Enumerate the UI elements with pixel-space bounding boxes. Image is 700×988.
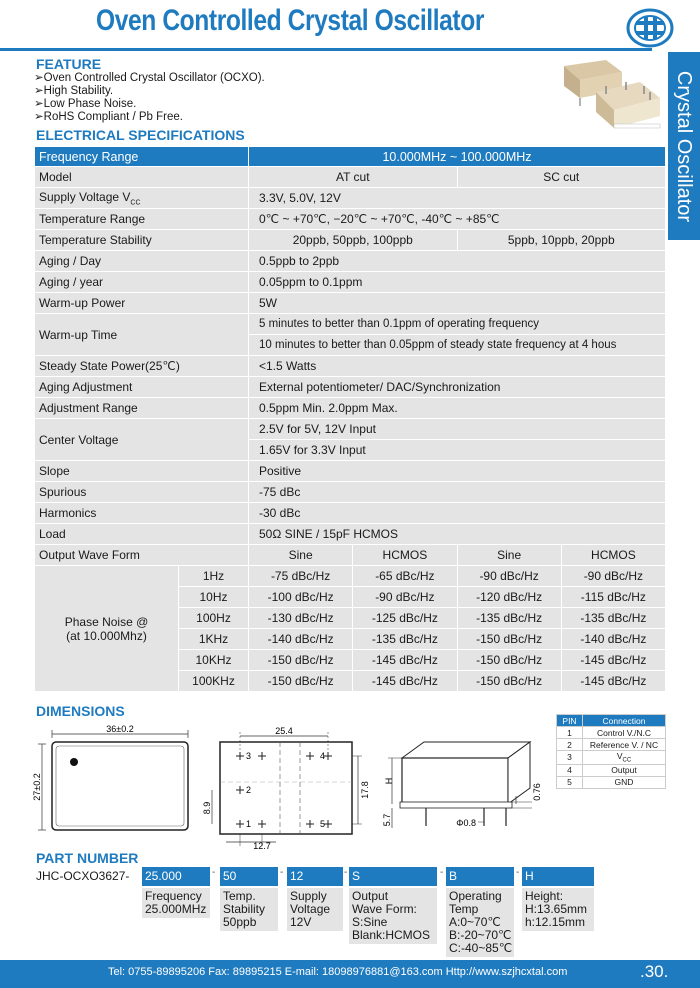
phase-noise-label-2: (at 10.000Mhz): [66, 628, 147, 643]
pin-label: 3: [246, 751, 252, 761]
table-row: [557, 764, 666, 776]
table-row: [35, 230, 666, 251]
part-number-title: PART NUMBER: [36, 850, 139, 866]
table-row: [35, 356, 666, 377]
pn-dash: -: [440, 867, 444, 878]
phase-value: -150 dBc/Hz: [457, 650, 561, 671]
pin-connection: GND: [583, 776, 666, 788]
pin-height-label: 17.8: [360, 781, 370, 799]
feature-item: ➢Low Phase Noise.: [34, 98, 137, 110]
spec-value: 5ppb, 10ppb, 20ppb: [457, 230, 666, 251]
spec-label: Aging / year: [35, 272, 249, 293]
page-title: Oven Controlled Crystal Oscillator: [96, 4, 484, 37]
phase-value: -135 dBc/Hz: [353, 629, 457, 650]
pn-height-desc: Height: H:13.65mm h:12.15mm: [522, 888, 594, 931]
phase-value: -135 dBc/Hz: [561, 608, 665, 629]
pn-dash: -: [280, 867, 284, 878]
side-h-label: H: [384, 777, 394, 785]
pin-layout-drawing: [196, 722, 376, 850]
footer-contact: Tel: 0755-89895206 Fax: 89895215 E-mail: 18098976881@163.com Http://www.szjhcxtal.com: [108, 966, 568, 978]
pn-stability-box: 50: [220, 867, 278, 886]
pin1-marker-icon: [70, 758, 78, 766]
conn-head: Connection: [583, 715, 666, 727]
phase-offset: 1KHz: [179, 629, 249, 650]
side-pin-label: 5.7: [382, 813, 392, 827]
spec-value: 0.05ppm to 0.1ppm: [249, 272, 666, 293]
phase-value: -150 dBc/Hz: [249, 671, 353, 692]
phase-value: -90 dBc/Hz: [561, 566, 665, 587]
pin-head: PIN: [557, 715, 583, 727]
pn-voltage-box: 12: [287, 867, 343, 886]
side-tab-label: Crystal Oscillator: [673, 70, 696, 222]
pin-table: [556, 714, 666, 789]
phase-value: -150 dBc/Hz: [457, 671, 561, 692]
side-view-drawing: [380, 736, 552, 840]
spec-label: Output Wave Form: [35, 545, 249, 566]
pin-label: 2: [246, 785, 252, 795]
table-row: [35, 272, 666, 293]
phase-value: -145 dBc/Hz: [561, 671, 665, 692]
spec-label: Aging / Day: [35, 251, 249, 272]
phase-offset: 10KHz: [179, 650, 249, 671]
pin-connection: $V_{CC}$: [583, 751, 666, 765]
table-row: [35, 167, 666, 188]
spec-value: 0.5ppb to 2ppb: [249, 251, 666, 272]
spec-value: -30 dBc: [249, 503, 666, 524]
spec-label: Temperature Stability: [35, 230, 249, 251]
wave-col: Sine: [457, 545, 561, 566]
table-row: [35, 147, 666, 167]
phase-value: -150 dBc/Hz: [457, 629, 561, 650]
table-row: [557, 739, 666, 751]
phase-value: -120 dBc/Hz: [457, 587, 561, 608]
table-row: [557, 727, 666, 739]
pn-stability-desc: Temp. Stability 50ppb: [220, 888, 278, 931]
feature-title: FEATURE: [36, 56, 102, 72]
dimensions-title: DIMENSIONS: [36, 703, 125, 719]
table-row: [557, 751, 666, 765]
phase-noise-label: [35, 566, 179, 692]
spec-value: 5 minutes to better than 0.1ppm of operating frequency: [249, 314, 666, 335]
phase-value: -130 dBc/Hz: [249, 608, 353, 629]
pn-frequency-desc: Frequency 25.000MHz: [142, 888, 210, 918]
top-width-label: 36±0.2: [106, 724, 134, 734]
phase-value: -135 dBc/Hz: [457, 608, 561, 629]
spec-value: 3.3V, 5.0V, 12V: [249, 188, 666, 209]
table-row: [35, 209, 666, 230]
spec-label: Slope: [35, 461, 249, 482]
spec-label: Center Voltage: [35, 419, 249, 461]
pn-voltage-desc: Supply Voltage 12V: [287, 888, 343, 931]
spec-label: Temperature Range: [35, 209, 249, 230]
phase-offset: 10Hz: [179, 587, 249, 608]
pn-height-box: H: [522, 867, 594, 886]
spec-label: Model: [35, 167, 249, 188]
wave-col: HCMOS: [353, 545, 457, 566]
wave-col: HCMOS: [561, 545, 665, 566]
pn-dash: -: [516, 867, 520, 878]
spec-label: Warm-up Power: [35, 293, 249, 314]
pin-label: 1: [246, 819, 252, 829]
table-row: [557, 776, 666, 788]
phase-value: -145 dBc/Hz: [353, 650, 457, 671]
table-row: [35, 293, 666, 314]
spec-label: Aging Adjustment: [35, 377, 249, 398]
pin-number: 3: [557, 751, 583, 765]
top-view-drawing: [30, 722, 198, 834]
spec-value: 0℃ ~ +70℃, −20℃ ~ +70℃, -40℃ ~ +85℃: [249, 209, 666, 230]
spec-value: Positive: [249, 461, 666, 482]
pin-number: 5: [557, 776, 583, 788]
spec-value: External potentiometer/ DAC/Synchronization: [249, 377, 666, 398]
spec-label: Harmonics: [35, 503, 249, 524]
pin-number: 1: [557, 727, 583, 739]
phase-value: -145 dBc/Hz: [561, 650, 665, 671]
wave-col: Sine: [249, 545, 353, 566]
table-row: [35, 377, 666, 398]
ocxo-product-photo: [556, 56, 664, 140]
spec-label: Adjustment Range: [35, 398, 249, 419]
pin-left-label: 8.9: [202, 801, 212, 815]
table-row: [35, 398, 666, 419]
spec-value: SC cut: [457, 167, 666, 188]
page-number: .30.: [640, 962, 669, 981]
pin-bottom-label: 12.7: [253, 841, 271, 850]
spec-label: Load: [35, 524, 249, 545]
table-row: [35, 524, 666, 545]
spec-value: 50Ω SINE / 15pF HCMOS: [249, 524, 666, 545]
phase-offset: 100KHz: [179, 671, 249, 692]
phase-offset: 1Hz: [179, 566, 249, 587]
pn-wave-box: S: [349, 867, 437, 886]
pn-wave-desc: Output Wave Form: S:Sine Blank:HCMOS: [349, 888, 437, 944]
phase-value: -75 dBc/Hz: [249, 566, 353, 587]
part-prefix: JHC-OCXO3627-: [36, 869, 130, 883]
pin-width-label: 25.4: [275, 726, 293, 736]
spec-value: 2.5V for 5V, 12V Input: [249, 419, 666, 440]
table-row: [35, 566, 666, 587]
phase-value: -100 dBc/Hz: [249, 587, 353, 608]
spec-value: -75 dBc: [249, 482, 666, 503]
table-row: [35, 188, 666, 209]
phase-value: -140 dBc/Hz: [561, 629, 665, 650]
feature-item: ➢RoHS Compliant / Pb Free.: [34, 111, 183, 123]
specs-title: ELECTRICAL SPECIFICATIONS: [36, 127, 245, 143]
table-row: [35, 503, 666, 524]
spec-value: 20ppb, 50ppb, 100ppb: [249, 230, 458, 251]
side-076-label: 0.76: [532, 783, 542, 801]
pin-number: 2: [557, 739, 583, 751]
spec-value: 5W: [249, 293, 666, 314]
pn-temp-box: B: [446, 867, 514, 886]
phase-value: -150 dBc/Hz: [249, 650, 353, 671]
table-row: [35, 461, 666, 482]
table-row: [35, 482, 666, 503]
table-row: [35, 314, 666, 335]
spec-table: [34, 146, 666, 692]
spec-label: Supply Voltage $V_{CC}$: [35, 188, 249, 209]
header-rule: [0, 48, 652, 51]
feature-item: ➢High Stability.: [34, 85, 114, 97]
phase-value: -90 dBc/Hz: [353, 587, 457, 608]
pin-connection: Control V./N.C: [583, 727, 666, 739]
spec-label: Spurious: [35, 482, 249, 503]
feature-item: ➢Oven Controlled Crystal Oscillator (OCXO).: [34, 72, 265, 84]
phase-offset: 100Hz: [179, 608, 249, 629]
phase-value: -125 dBc/Hz: [353, 608, 457, 629]
jh-logo-icon: [626, 8, 674, 48]
table-row: [35, 419, 666, 440]
spec-label: Steady State Power(25℃): [35, 356, 249, 377]
pin-label: 4: [320, 751, 326, 761]
table-row: [557, 715, 666, 727]
pn-dash: -: [344, 867, 348, 878]
spec-value: 10.000MHz ~ 100.000MHz: [249, 147, 666, 167]
phase-noise-label-1: Phase Noise @: [64, 614, 149, 629]
table-row: [35, 545, 666, 566]
spec-value: 0.5ppm Min. 2.0ppm Max.: [249, 398, 666, 419]
phase-value: -65 dBc/Hz: [353, 566, 457, 587]
phase-value: -90 dBc/Hz: [457, 566, 561, 587]
phase-value: -145 dBc/Hz: [353, 671, 457, 692]
spec-value: <1.5 Watts: [249, 356, 666, 377]
table-row: [35, 251, 666, 272]
pin-number: 4: [557, 764, 583, 776]
phase-value: -140 dBc/Hz: [249, 629, 353, 650]
phase-value: -115 dBc/Hz: [561, 587, 665, 608]
side-dia-label: Φ0.8: [456, 818, 476, 828]
spec-value: 1.65V for 3.3V Input: [249, 440, 666, 461]
pin-connection: Reference V. / NC: [583, 739, 666, 751]
spec-value: 10 minutes to better than 0.05ppm of steady state frequency at 4 hous: [249, 335, 666, 356]
spec-label: Frequency Range: [35, 147, 249, 167]
pin-connection: Output: [583, 764, 666, 776]
pn-frequency-box: 25.000: [142, 867, 210, 886]
top-height-label: 27±0.2: [32, 773, 42, 801]
spec-value: AT cut: [249, 167, 458, 188]
spec-label: Warm-up Time: [35, 314, 249, 356]
pn-temp-desc: Operating Temp A:0~70℃ B:-20~70℃ C:-40~85℃: [446, 888, 514, 957]
pin-label: 5: [320, 819, 326, 829]
pn-dash: -: [212, 867, 216, 878]
